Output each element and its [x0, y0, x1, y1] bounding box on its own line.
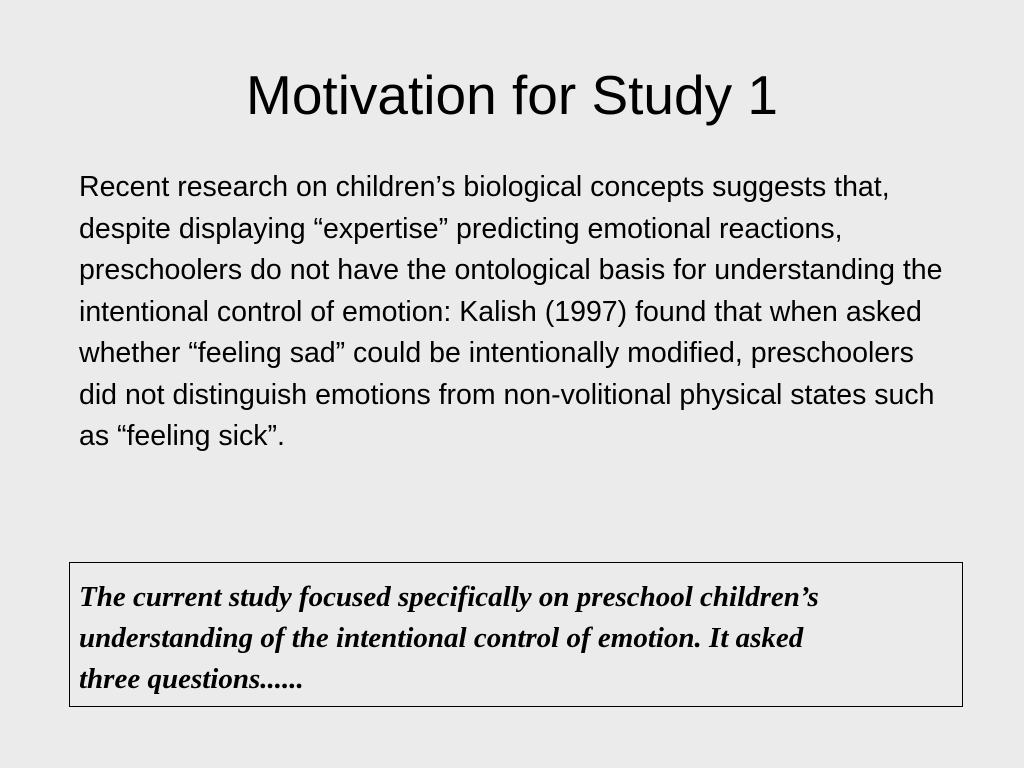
callout-text: The current study focused specifically on preschool children’s understanding of the intentional control of emotion. It asked three questions...... [79, 581, 819, 695]
body-paragraph: Recent research on children’s biological concepts suggests that, despite displaying “expertise” predicting emotional reactions, preschoolers do not have the ontological basis for understanding the intentional control of emotion: Kalish (1997) found that when asked whether “feeling sad” could be intentionally modified, preschoolers did not distinguish emotions from non-volitional physical states such as “feeling sick”. [79, 171, 943, 452]
callout-box [69, 562, 963, 707]
slide-title: Motivation for Study 1 [246, 64, 778, 126]
